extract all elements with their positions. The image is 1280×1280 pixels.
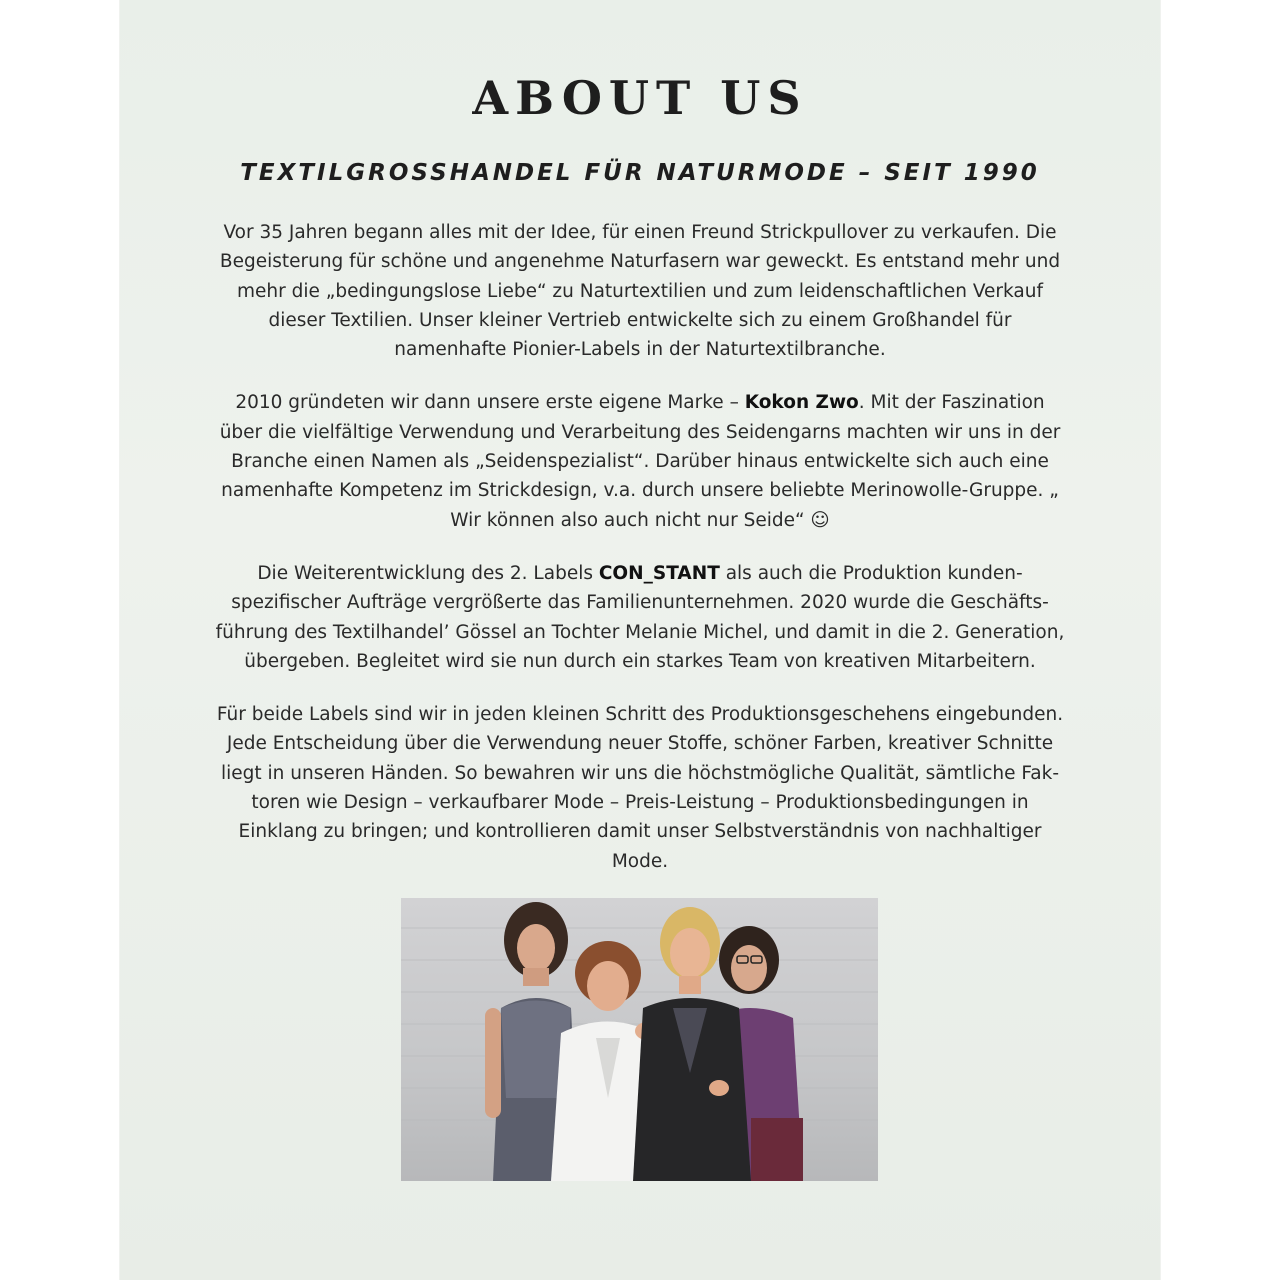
team-photo bbox=[401, 898, 878, 1181]
paragraph-production: Für beide Labels sind wir in jeden kleinen Schritt des Produktionsgeschehens eingebunden. Jede Entscheidung über die Verwendung neuer Stoffe, schöner Farben, kreativer Schnitte liegt in unseren Händen. So bewahren wir uns die höchstmögliche Qualität, sämtliche Faktoren wie Design – verkaufbarer Mode – Preis-Leistung – Produktionsbedingungen in Einklang zu bringen; und kontrollieren damit unser Selbstverständnis von nachhaltiger Mode. bbox=[216, 704, 1064, 872]
team-photo-illustration bbox=[401, 898, 878, 1181]
paragraph-kokon-zwo bbox=[215, 388, 1065, 534]
paragraph-kokon-zwo-rest: . Mit der Faszination über die vielfältige Verwendung und Verarbeitung des Seidengarns machten wir uns in der Branche einen Namen als „Seidenspezialist“. Darüber hinaus entwickelte sich auch eine namenhafte Kompetenz im Strickdesign, v.a. durch unsere beliebte Merinowolle-Gruppe. „ Wir können also auch nicht nur Seide“ ☺ bbox=[219, 392, 1061, 531]
page-subtitle: TEXTILGROSSHANDEL FÜR NATURMODE – SEIT 1990 bbox=[240, 160, 1040, 186]
page-title: ABOUT US bbox=[472, 71, 808, 125]
paragraph-history: Vor 35 Jahren begann alles mit der Idee, für einen Freund Strickpullover zu verkaufen. Die Begeisterung für schöne und angenehme Naturfasern war geweckt. Es entstand mehr und mehr die „bedingungslose Liebe“ zu Naturtextilien und zum leidenschaftlichen Verkauf dieser Textilien. Unser kleiner Vertrieb entwickelte sich zu einem Großhandel für namenhafte Pionier-Labels in der Naturtextilbranche. bbox=[219, 222, 1061, 361]
brand-con-stant: CON_STANT bbox=[598, 562, 720, 584]
about-page bbox=[120, 0, 1160, 1280]
paragraph-con-stant-intro: Die Weiterentwicklung des 2. Labels bbox=[257, 562, 599, 584]
paragraph-con-stant-rest: als auch die Produktion kundenspezifischer Aufträge vergrößerte das Familienunternehmen. 2020 wurde die Geschäftsführung des Textilhandel’ Gössel an Tochter Melanie Michel, und damit in die 2. Generation, übergeben. Begleitet wird sie nun durch ein starkes Team von kreativen Mitarbeitern. bbox=[215, 562, 1065, 672]
paragraph-kokon-zwo-intro: 2010 gründeten wir dann unsere erste eigene Marke – bbox=[235, 392, 745, 414]
about-text bbox=[215, 218, 1065, 900]
brand-kokon-zwo: Kokon Zwo bbox=[744, 392, 859, 414]
paragraph-con-stant bbox=[215, 559, 1065, 676]
